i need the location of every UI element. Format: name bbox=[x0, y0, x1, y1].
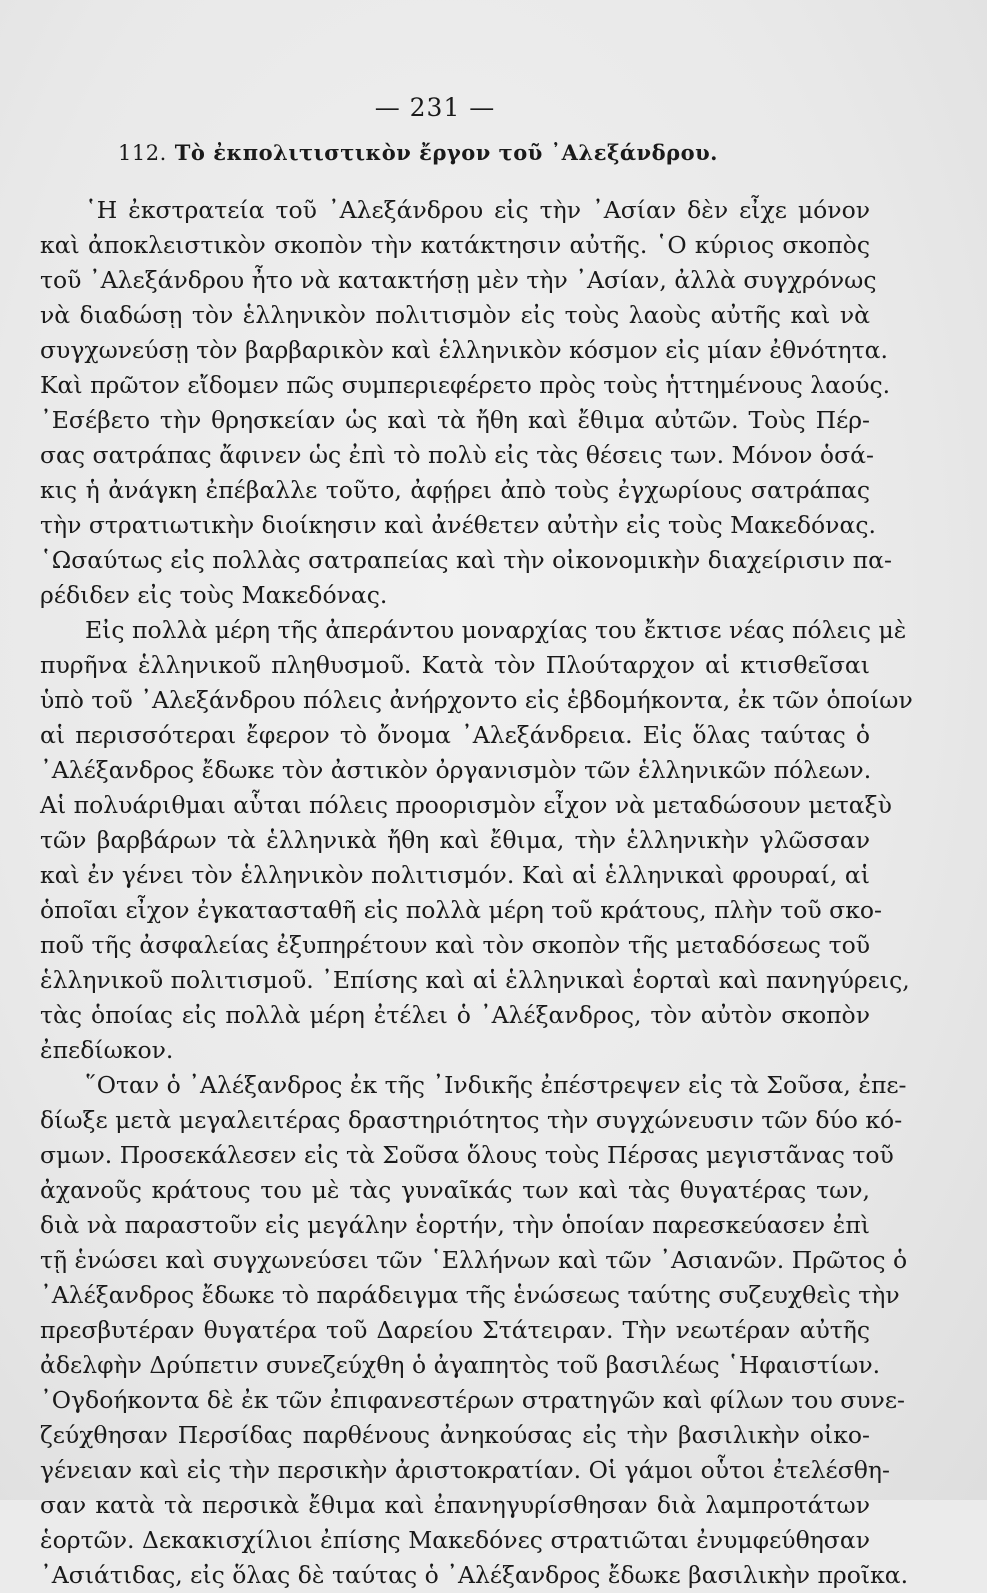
text-line: ἀχανοῦς κράτους του μὲ τὰς γυναῖκάς των καὶ τὰς θυγατέρας των, bbox=[40, 1176, 870, 1204]
text-line: ἑορτῶν. Δεκακισχίλιοι ἐπίσης Μακεδόνες στρατιῶται ἐνυμφεύθησαν bbox=[40, 1526, 870, 1554]
text-line: τὴν στρατιωτικὴν διοίκησιν καὶ ἀνέθετεν αὐτὴν εἰς τοὺς Μακεδόνας. bbox=[40, 511, 876, 539]
paragraph-3 bbox=[40, 1068, 909, 1593]
text-line: ποῦ τῆς ἀσφαλείας ἐξυπηρέτουν καὶ τὸν σκοπὸν τῆς μεταδόσεως τοῦ bbox=[40, 931, 870, 959]
text-line: γένειαν καὶ εἰς τὴν περσικὴν ἀριστοκρατίαν. Οἱ γάμοι οὗτοι ἐτελέσθη- bbox=[40, 1456, 890, 1484]
text-line: ρέδιδεν εἰς τοὺς Μακεδόνας. bbox=[40, 581, 388, 609]
text-line: καὶ ἐν γένει τὸν ἑλληνικὸν πολιτισμόν. Καὶ αἱ ἑλληνικαὶ φρουραί, αἱ bbox=[40, 861, 870, 889]
text-line: ὑπὸ τοῦ ᾿Αλεξάνδρου πόλεις ἀνήρχοντο εἰς ἑβδομήκοντα, ἐκ τῶν ὁποίων bbox=[40, 686, 913, 714]
text-line: ἀδελφὴν Δρύπετιν συνεζεύχθη ὁ ἀγαπητὸς τοῦ βασιλέως ῾Ηφαιστίων. bbox=[40, 1351, 881, 1379]
text-line: ζεύχθησαν Περσίδας παρθένους ἀνηκούσας εἰς τὴν βασιλικὴν οἰκο- bbox=[40, 1421, 870, 1449]
text-line: τὰς ὁποίας εἰς πολλὰ μέρη ἐτέλει ὁ ᾿Αλέξανδρος, τὸν αὐτὸν σκοπὸν bbox=[40, 1001, 870, 1029]
text-line: ῞Οταν ὁ ᾿Αλέξανδρος ἐκ τῆς ᾿Ινδικῆς ἐπέστρεψεν εἰς τὰ Σοῦσα, ἐπε- bbox=[85, 1071, 907, 1099]
text-line: δίωξε μετὰ μεγαλειτέρας δραστηριότητος τὴν συγχώνευσιν τῶν δύο κό- bbox=[40, 1106, 903, 1134]
text-block bbox=[40, 140, 913, 1593]
text-line: σας σατράπας ἄφινεν ὡς ἐπὶ τὸ πολὺ εἰς τὰς θέσεις των. Μόνον ὁσά- bbox=[40, 441, 874, 469]
text-line: καὶ ἀποκλειστικὸν σκοπὸν τὴν κατάκτησιν αὐτῆς. ῾Ο κύριος σκοπὸς bbox=[40, 231, 870, 259]
paragraph-2 bbox=[40, 613, 913, 1068]
text-line: ᾿Αλέξανδρος ἔδωκε τὸ παράδειγμα τῆς ἑνώσεως ταύτης συζευχθεὶς τὴν bbox=[40, 1281, 900, 1309]
text-line: διὰ νὰ παραστοῦν εἰς μεγάλην ἑορτήν, τὴν ὁποίαν παρεσκεύασεν ἐπὶ bbox=[40, 1211, 870, 1239]
text-line: ὁποῖαι εἶχον ἐγκατασταθῆ εἰς πολλὰ μέρη τοῦ κράτους, πλὴν τοῦ σκο- bbox=[40, 896, 882, 924]
text-line: σμων. Προσεκάλεσεν εἰς τὰ Σοῦσα ὅλους τοὺς Πέρσας μεγιστᾶνας τοῦ bbox=[40, 1141, 894, 1169]
text-line: Καὶ πρῶτον εἴδομεν πῶς συμπεριεφέρετο πρὸς τοὺς ἡττημένους λαούς. bbox=[40, 371, 891, 399]
text-line: ῾Ωσαύτως εἰς πολλὰς σατραπείας καὶ τὴν οἰκονομικὴν διαχείρισιν πα- bbox=[40, 546, 892, 574]
text-line: νὰ διαδώσῃ τὸν ἑλληνικὸν πολιτισμὸν εἰς τοὺς λαοὺς αὐτῆς καὶ νὰ bbox=[40, 301, 870, 329]
section-number: 112. bbox=[118, 141, 167, 165]
text-line: τῶν βαρβάρων τὰ ἑλληνικὰ ἤθη καὶ ἔθιμα, τὴν ἑλληνικὴν γλῶσσαν bbox=[40, 826, 870, 854]
text-line: ἑλληνικοῦ πολιτισμοῦ. ᾿Επίσης καὶ αἱ ἑλληνικαὶ ἑορταὶ καὶ πανηγύρεις, bbox=[40, 966, 910, 994]
text-line: αἱ περισσότεραι ἔφερον τὸ ὄνομα ᾿Αλεξάνδρεια. Εἰς ὅλας ταύτας ὁ bbox=[40, 721, 870, 749]
text-line: πυρῆνα ἑλληνικοῦ πληθυσμοῦ. Κατὰ τὸν Πλούταρχον αἱ κτισθεῖσαι bbox=[40, 651, 870, 679]
text-line: Αἱ πολυάριθμαι αὗται πόλεις προορισμὸν εἶχον νὰ μεταδώσουν μεταξὺ bbox=[40, 791, 892, 819]
text-line: ᾿Αλέξανδρος ἔδωκε τὸν ἀστικὸν ὀργανισμὸν τῶν ἑλληνικῶν πόλεων. bbox=[40, 756, 872, 784]
text-line: σαν κατὰ τὰ περσικὰ ἔθιμα καὶ ἐπανηγυρίσθησαν διὰ λαμπροτάτων bbox=[40, 1491, 870, 1519]
text-line: πρεσβυτέραν θυγατέρα τοῦ Δαρείου Στάτειραν. Τὴν νεωτέραν αὐτῆς bbox=[40, 1316, 870, 1344]
text-line: ἐπεδίωκον. bbox=[40, 1036, 174, 1064]
section-heading bbox=[118, 140, 870, 165]
text-line: τῇ ἑνώσει καὶ συγχωνεύσει τῶν ῾Ελλήνων καὶ τῶν ᾿Ασιανῶν. Πρῶτος ὁ bbox=[40, 1246, 908, 1274]
text-line: ᾿Ογδοήκοντα δὲ ἐκ τῶν ἐπιφανεστέρων στρατηγῶν καὶ φίλων του συνε- bbox=[40, 1386, 905, 1414]
page-number: — 231 — bbox=[374, 93, 496, 122]
text-line: ᾿Ασιάτιδας, εἰς ὅλας δὲ ταύτας ὁ ᾿Αλέξανδρος ἔδωκε βασιλικὴν προῖκα. bbox=[40, 1561, 909, 1589]
text-line: ῾Η ἐκστρατεία τοῦ ᾿Αλεξάνδρου εἰς τὴν ᾿Ασίαν δὲν εἶχε μόνον bbox=[85, 196, 870, 224]
text-line: ᾿Εσέβετο τὴν θρησκείαν ὡς καὶ τὰ ἤθη καὶ ἔθιμα αὐτῶν. Τοὺς Πέρ- bbox=[40, 406, 870, 434]
text-line: κις ἡ ἀνάγκη ἐπέβαλλε τοῦτο, ἀφῄρει ἀπὸ τοὺς ἐγχωρίους σατράπας bbox=[40, 476, 870, 504]
text-line: Εἰς πολλὰ μέρη τῆς ἀπεράντου μοναρχίας του ἔκτισε νέας πόλεις μὲ bbox=[85, 616, 907, 644]
text-line: τοῦ ᾿Αλεξάνδρου ἦτο νὰ κατακτήσῃ μὲν τὴν ᾿Ασίαν, ἀλλὰ συγχρόνως bbox=[40, 266, 877, 294]
section-title: Τὸ ἐκπολιτιστικὸν ἔργον τοῦ ᾿Αλεξάνδρου. bbox=[174, 140, 718, 165]
text-line: συγχωνεύσῃ τὸν βαρβαρικὸν καὶ ἑλληνικὸν κόσμον εἰς μίαν ἐθνότητα. bbox=[40, 336, 888, 364]
paragraph-1 bbox=[40, 193, 892, 613]
